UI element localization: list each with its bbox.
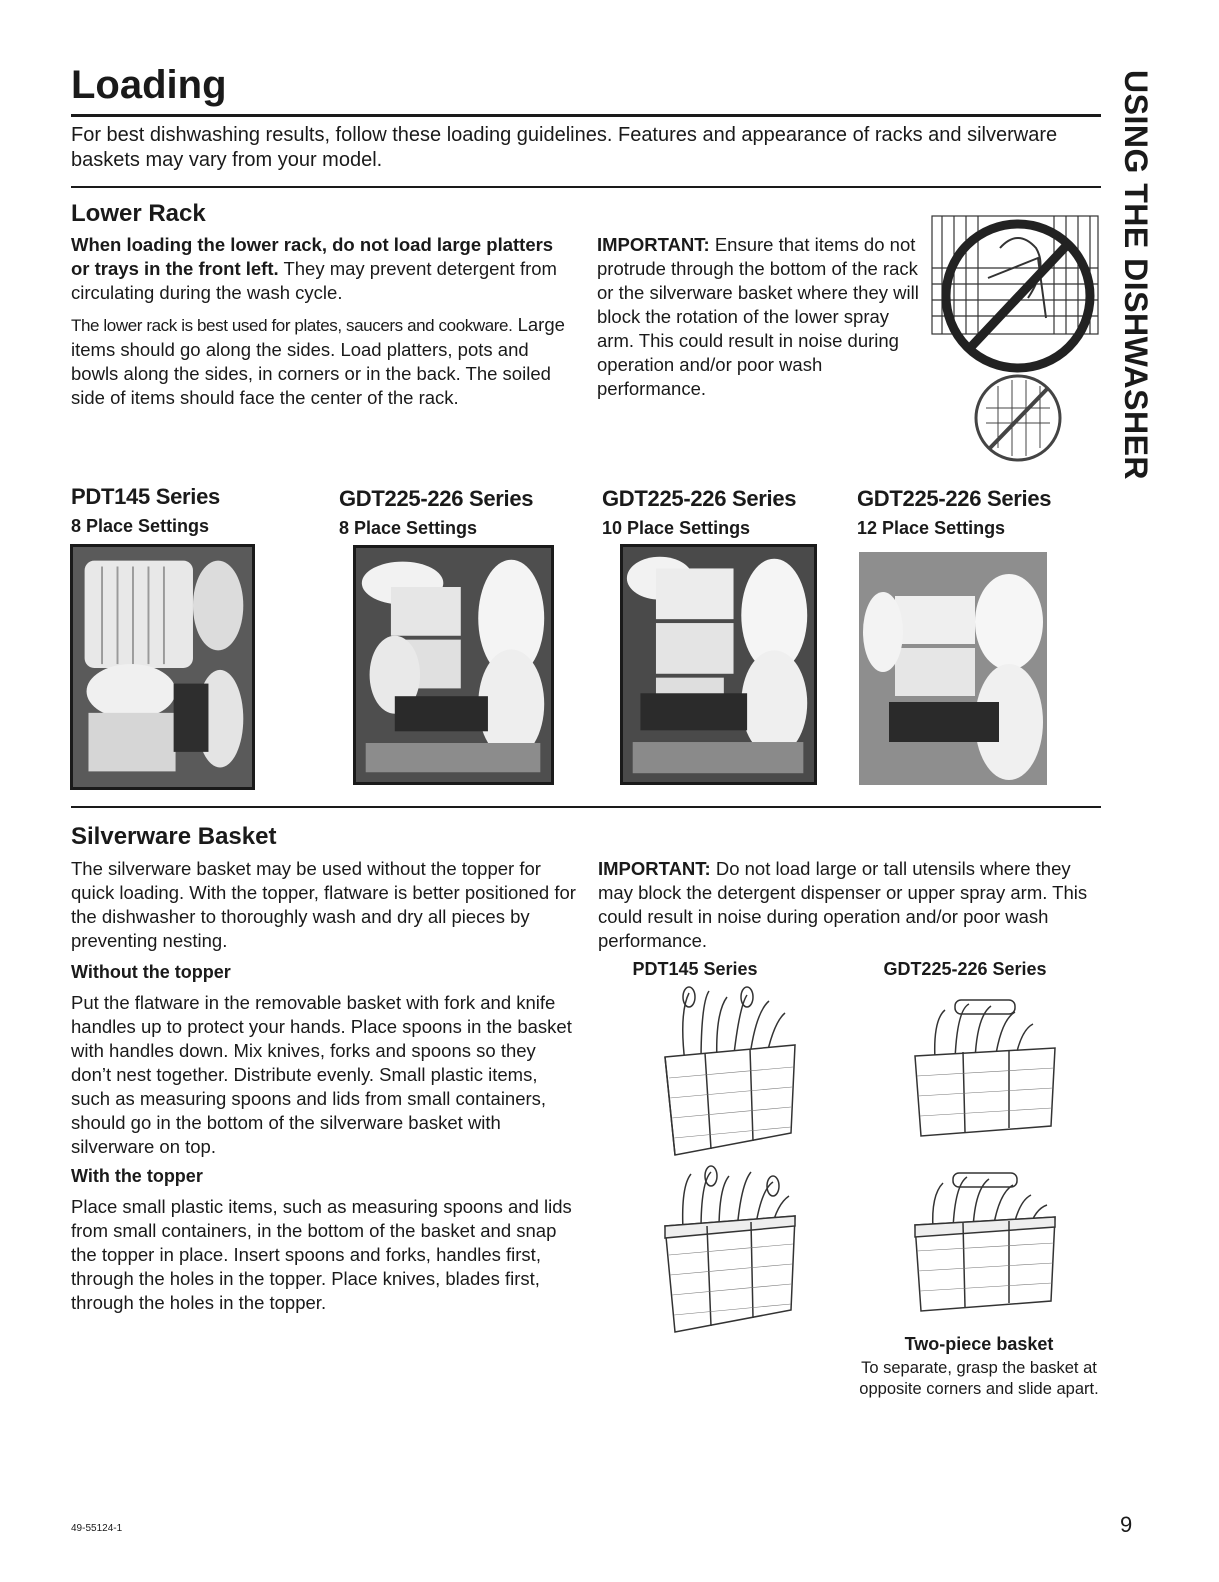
rack-series-1 [71, 484, 220, 537]
prohibited-large-icon [946, 224, 1090, 368]
basket-label-gdt225: GDT225-226 Series [883, 959, 1047, 979]
lower-rack-heading: Lower Rack [71, 200, 206, 227]
no-protrude-rack-illustration [928, 208, 1104, 466]
basket-label-pdt145: PDT145 Series [632, 959, 758, 979]
basket-icon [665, 1045, 795, 1155]
with-topper-heading: With the topper [71, 1166, 203, 1186]
intro-divider [71, 186, 1101, 188]
rack-series-title: GDT225-226 Series [339, 486, 534, 511]
rack-series-subtitle: 10 Place Settings [602, 518, 751, 538]
document-code: 49-55124-1 [71, 1523, 123, 1534]
lower-rack-text [71, 233, 576, 418]
silverware-heading: Silverware Basket [71, 823, 277, 850]
lower-rack-warning-reason: They may prevent detergent from circulating during the wash cycle. [71, 258, 557, 303]
two-piece-basket-title: Two-piece basket [904, 1334, 1054, 1354]
lower-rack-paragraph-1 [71, 233, 576, 305]
silverware-divider [71, 806, 1101, 808]
without-topper-heading: Without the topper [71, 962, 231, 982]
basket-icon [665, 1216, 795, 1332]
rack-series-2 [339, 486, 533, 539]
rack-photo-gdt225-12 [859, 552, 1047, 785]
important-label: IMPORTANT: [598, 858, 711, 879]
rack-series-subtitle: 12 Place Settings [857, 518, 1006, 538]
important-text: Ensure that items do not protrude through the bottom of the rack or the silverware basket where they will block the rotation of the lower spray arm. This could result in noise during operation and/or poor wash performance. [597, 234, 919, 399]
gdt225-basket-topper-illustration [905, 1165, 1065, 1325]
rack-series-subtitle: 8 Place Settings [339, 518, 478, 538]
rack-series-title: PDT145 Series [71, 484, 220, 509]
with-topper-text: Place small plastic items, such as measuring spoons and lids from small containers, in the bottom of the basket and snap the topper in place. Insert spoons and forks, handles first, through the holes in the topper. Place knives, blades first, through the holes in the topper. [71, 1196, 572, 1313]
silverware-intro: The silverware basket may be used without the topper for quick loading. With the topper, flatware is better positioned for the dishwasher to thoroughly wash and dry all pieces by preventing nesting. [71, 858, 576, 951]
silverware-important [598, 857, 1103, 953]
prohibited-small-icon [976, 376, 1060, 460]
important-text: Do not load large or tall utensils where they may block the detergent dispenser or upper spray arm. This could result in noise during operation and/or poor wash performance. [598, 858, 1088, 951]
title-divider [71, 114, 1101, 117]
page-title: Loading [71, 63, 227, 107]
without-topper-text: Put the flatware in the removable basket with fork and knife handles up to protect your hands. Place spoons in the basket with handles down. Mix knives, forks and spoons so they don’t nest together. Distribute evenly. Small plastic items, such as measuring spoons and lids from small containers, should go in the bottom of the silverware basket with silverware on top. [71, 992, 572, 1157]
rack-series-title: GDT225-226 Series [602, 486, 797, 511]
rack-series-3 [602, 486, 796, 539]
important-label: IMPORTANT: [597, 234, 710, 255]
lower-rack-usage-lead: The lower rack is best used for plates, saucers and cookware. [71, 316, 513, 335]
rack-series-subtitle: 8 Place Settings [71, 516, 210, 536]
gdt225-basket-no-topper-illustration [905, 990, 1065, 1150]
rack-series-title: GDT225-226 Series [857, 486, 1052, 511]
page-number: 9 [1120, 1512, 1133, 1537]
lower-rack-usage-text: Large items should go along the sides. Load platters, pots and bowls along the sides, in corners or in the back. The soiled side of items should face the center of the rack. [71, 314, 565, 408]
intro-text: For best dishwashing results, follow these loading guidelines. Features and appearance of racks and silverware baskets may vary from your model. [71, 124, 1058, 171]
lower-rack-important [597, 233, 919, 401]
lower-rack-paragraph-2 [71, 313, 576, 410]
rack-wire-icon [932, 216, 1098, 334]
rack-series-4 [857, 486, 1051, 539]
section-side-tab: USING THE DISHWASHER [1118, 70, 1154, 481]
two-piece-basket-caption: To separate, grasp the basket at opposite corners and slide apart. [859, 1359, 1099, 1398]
rack-photo-gdt225-8 [353, 545, 554, 785]
pdt145-basket-no-topper-illustration [655, 983, 805, 1163]
rack-photo-gdt225-10 [620, 544, 817, 785]
lower-rack-warning: When loading the lower rack, do not load large platters or trays in the front left. [71, 234, 554, 279]
pdt145-basket-topper-illustration [655, 1160, 805, 1340]
rack-photo-pdt145-8 [70, 544, 255, 790]
